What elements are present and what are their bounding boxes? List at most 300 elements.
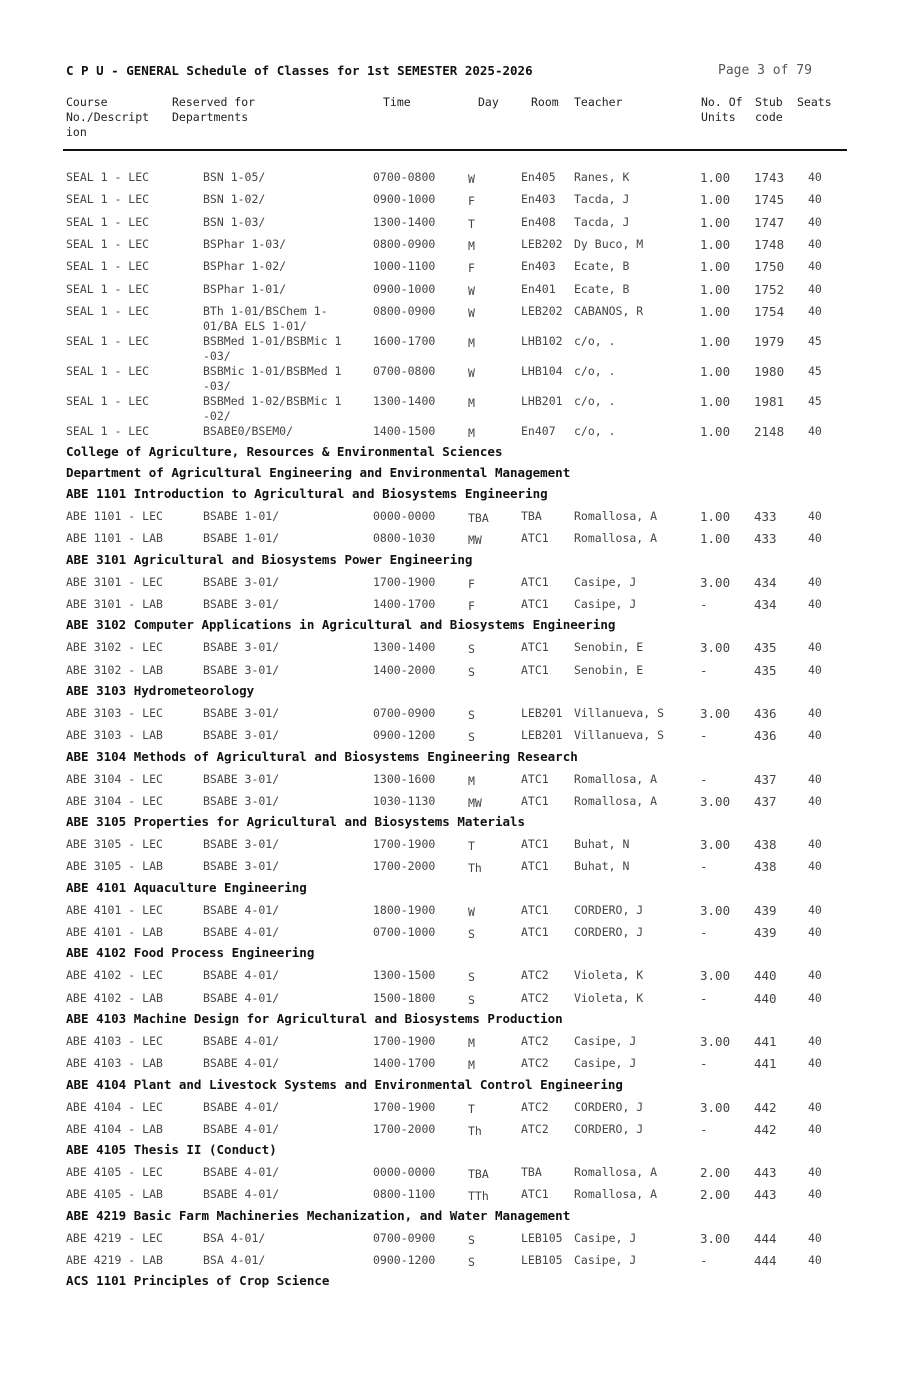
room: En405 [521,170,556,184]
col-header-reserved: Reserved for Departments [172,95,256,124]
seats: 40 [808,662,822,677]
course-code: ABE 4105 - LAB [66,1187,163,1202]
stub-code: 440 [754,990,777,1006]
reserved-departments: BSABE 1-01/ [203,509,280,524]
seats: 40 [808,214,822,229]
teacher: Romallosa, A [574,531,658,546]
class-day: W [468,172,475,186]
class-time: 1700-1900 [373,837,436,852]
class-day: W [468,283,475,298]
teacher: c/o, . [574,423,616,438]
seats: 40 [808,1056,822,1071]
class-time: 0700-0900 [373,1230,436,1245]
course-code: ABE 1101 - LAB [66,531,163,546]
room: LEB105 [521,1253,563,1267]
course-code: ABE 3101 - LAB [66,597,163,611]
units: 1.00 [700,281,731,297]
stub-code: 435 [754,640,777,656]
seats: 40 [808,859,822,874]
class-time: 1400-2000 [373,662,436,677]
units: - [700,597,708,612]
seats: 40 [808,1121,822,1136]
seats: 40 [808,509,822,524]
class-time: 0800-0900 [373,303,436,318]
class-time: 0900-1000 [373,281,436,296]
course-code: ABE 4102 - LEC [66,968,163,983]
stub-code: 440 [754,968,777,984]
stub-code: 2148 [754,423,785,439]
course-code: ABE 4104 - LEC [66,1099,163,1114]
seats: 40 [808,771,822,786]
stub-code: 442 [754,1121,777,1137]
units: 2.00 [700,1165,731,1181]
room: ATC2 [521,1099,549,1114]
reserved-departments: BSABE 4-01/ [203,1165,280,1180]
class-day: S [468,664,475,679]
class-day: T [468,839,475,854]
reserved-departments: BSABE 3-01/ [203,728,280,743]
class-day: TBA [468,511,489,526]
seats: 40 [808,640,822,655]
class-day: W [468,904,475,919]
units: 3.00 [700,574,731,590]
stub-code: 1979 [754,333,785,349]
section-heading: ABE 4219 Basic Farm Machineries Mechanization, and Water Management [66,1207,571,1223]
section-heading: ABE 4103 Machine Design for Agricultural and Biosystems Production [66,1010,563,1026]
course-code: ABE 3103 - LAB [66,728,163,743]
reserved-departments: BSABE 4-01/ [203,990,280,1005]
room: ATC1 [521,1187,549,1202]
units: 1.00 [700,214,731,230]
class-day: T [468,1101,475,1116]
seats: 40 [808,1230,822,1245]
course-code: ABE 4102 - LAB [66,990,163,1005]
class-day: M [468,335,475,350]
col-header-stub: Stub code [755,95,783,124]
seats: 40 [808,281,822,296]
room: ATC1 [521,662,549,677]
room: TBA [521,1165,542,1180]
units: 3.00 [700,705,731,721]
teacher: Romallosa, A [574,1187,658,1202]
room: ATC2 [521,1056,549,1071]
teacher: CORDERO, J [574,1099,644,1114]
class-time: 0700-1000 [373,925,436,939]
stub-code: 438 [754,859,777,875]
teacher: Romallosa, A [574,509,658,524]
class-day: F [468,576,475,591]
section-heading: ABE 3102 Computer Applications in Agricultural and Biosystems Engineering [66,617,616,633]
stub-code: 435 [754,662,777,678]
course-code: ABE 3102 - LAB [66,662,163,677]
class-time: 1300-1500 [373,968,436,983]
reserved-departments: BSABE 3-01/ [203,771,280,786]
course-code: ABE 4105 - LEC [66,1165,163,1180]
class-day: S [468,707,475,722]
page-number: Page 3 of 79 [718,63,812,78]
stub-code: 434 [754,597,777,612]
class-time: 1300-1400 [373,640,436,655]
teacher: Villanueva, S [574,728,665,743]
class-day: MW [468,795,482,810]
units: 3.00 [700,640,731,656]
room: En408 [521,214,556,229]
course-code: SEAL 1 - LEC [66,236,150,251]
class-time: 0800-0900 [373,236,436,251]
units: 1.00 [700,393,731,409]
course-code: ABE 3101 - LEC [66,574,163,589]
class-day: S [468,970,475,985]
units: 1.00 [700,333,731,349]
teacher: Casipe, J [574,1253,637,1267]
teacher: c/o, . [574,333,616,348]
teacher: Romallosa, A [574,793,658,808]
class-time: 1300-1400 [373,393,436,408]
section-heading: ABE 3104 Methods of Agricultural and Biosystems Engineering Research [66,748,578,764]
units: - [700,1121,708,1137]
class-day: F [468,599,475,613]
class-time: 1400-1700 [373,1056,436,1071]
reserved-departments: BSPhar 1-03/ [203,236,287,251]
stub-code: 433 [754,509,777,525]
class-time: 0800-1100 [373,1187,436,1202]
units: 1.00 [700,531,731,547]
course-code: ABE 4219 - LAB [66,1253,163,1267]
seats: 40 [808,574,822,589]
stub-code: 444 [754,1253,777,1268]
room: ATC1 [521,837,549,852]
seats: 45 [808,393,822,408]
units: 3.00 [700,793,731,809]
units: - [700,662,708,678]
room: ATC2 [521,990,549,1005]
course-code: ABE 3105 - LAB [66,859,163,874]
section-heading: ABE 4105 Thesis II (Conduct) [66,1142,277,1158]
reserved-departments: BSABE 4-01/ [203,1121,280,1136]
stub-code: 1743 [754,170,785,185]
class-time: 1300-1400 [373,214,436,229]
col-header-room: Room [531,95,559,109]
reserved-departments: BSN 1-03/ [203,214,266,229]
room: LHB201 [521,393,563,408]
seats: 40 [808,192,822,207]
seats: 40 [808,303,822,318]
units: - [700,990,708,1006]
reserved-departments: BSBMed 1-02/BSBMic 1 -02/ [203,393,342,423]
seats: 40 [808,170,822,184]
stub-code: 443 [754,1187,777,1203]
units: 1.00 [700,170,731,185]
seats: 40 [808,793,822,808]
units: - [700,1253,708,1268]
class-time: 1800-1900 [373,902,436,917]
reserved-departments: BSABE 4-01/ [203,925,280,939]
seats: 40 [808,837,822,852]
col-header-time: Time [383,95,411,109]
reserved-departments: BSA 4-01/ [203,1253,266,1267]
course-code: SEAL 1 - LEC [66,303,150,318]
units: 3.00 [700,837,731,853]
reserved-departments: BSABE 3-01/ [203,793,280,808]
class-day: T [468,216,475,231]
room: ATC2 [521,1033,549,1048]
reserved-departments: BSN 1-05/ [203,170,266,184]
teacher: Violeta, K [574,968,644,983]
section-heading: ACS 1101 Principles of Crop Science [66,1273,330,1289]
course-code: ABE 3102 - LEC [66,640,163,655]
room: ATC1 [521,793,549,808]
seats: 40 [808,925,822,939]
room: LEB201 [521,728,563,743]
stub-code: 436 [754,705,777,721]
teacher: Casipe, J [574,597,637,611]
room: ATC1 [521,640,549,655]
teacher: Buhat, N [574,859,630,874]
teacher: Buhat, N [574,837,630,852]
room: LEB202 [521,236,563,251]
teacher: CORDERO, J [574,925,644,939]
reserved-departments: BSABE0/BSEM0/ [203,423,294,438]
seats: 40 [808,728,822,743]
reserved-departments: BSN 1-02/ [203,192,266,207]
class-day: M [468,425,475,440]
teacher: Villanueva, S [574,705,665,720]
room: LHB104 [521,363,563,378]
room: En403 [521,192,556,207]
course-code: ABE 3103 - LEC [66,705,163,720]
teacher: CABANOS, R [574,303,644,318]
section-heading: ABE 4102 Food Process Engineering [66,945,315,961]
class-day: F [468,194,475,209]
seats: 40 [808,531,822,546]
teacher: c/o, . [574,363,616,378]
course-code: SEAL 1 - LEC [66,170,150,184]
stub-code: 436 [754,728,777,744]
class-time: 0700-0800 [373,363,436,378]
section-heading: ABE 4101 Aquaculture Engineering [66,879,307,895]
units: - [700,1056,708,1072]
room: ATC1 [521,859,549,874]
stub-code: 444 [754,1230,777,1246]
seats: 40 [808,968,822,983]
reserved-departments: BSBMic 1-01/BSBMed 1 -03/ [203,363,342,393]
class-day: TTh [468,1189,489,1204]
seats: 40 [808,1033,822,1048]
course-code: SEAL 1 - LEC [66,192,150,207]
stub-code: 437 [754,771,777,787]
class-time: 1400-1700 [373,597,436,611]
stub-code: 1747 [754,214,785,230]
teacher: CORDERO, J [574,1121,644,1136]
course-code: ABE 4219 - LEC [66,1230,163,1245]
reserved-departments: BSA 4-01/ [203,1230,266,1245]
stub-code: 437 [754,793,777,809]
course-code: SEAL 1 - LEC [66,259,150,274]
reserved-departments: BSABE 4-01/ [203,902,280,917]
course-code: SEAL 1 - LEC [66,423,150,438]
course-code: ABE 1101 - LEC [66,509,163,524]
class-day: S [468,730,475,745]
units: 1.00 [700,192,731,208]
reserved-departments: BSABE 3-01/ [203,705,280,720]
reserved-departments: BSABE 3-01/ [203,574,280,589]
class-time: 1030-1130 [373,793,436,808]
class-day: F [468,261,475,276]
stub-code: 439 [754,925,777,940]
course-code: ABE 3104 - LEC [66,793,163,808]
class-day: Th [468,1123,482,1138]
units: 2.00 [700,1187,731,1203]
room: LHB102 [521,333,563,348]
units: 3.00 [700,1099,731,1115]
units: 1.00 [700,363,731,379]
class-time: 1000-1100 [373,259,436,274]
teacher: CORDERO, J [574,902,644,917]
room: ATC1 [521,574,549,589]
section-heading: ABE 1101 Introduction to Agricultural and Biosystems Engineering [66,486,548,502]
col-header-seats: Seats [797,95,832,109]
stub-code: 1745 [754,192,785,208]
class-time: 0700-0900 [373,705,436,720]
reserved-departments: BSABE 4-01/ [203,1056,280,1071]
units: 1.00 [700,259,731,275]
teacher: c/o, . [574,393,616,408]
class-time: 1400-1500 [373,423,436,438]
teacher: Casipe, J [574,1056,637,1071]
teacher: Tacda, J [574,214,630,229]
room: ATC1 [521,925,549,939]
room: En403 [521,259,556,274]
teacher: Casipe, J [574,1230,637,1245]
class-day: S [468,927,475,941]
class-day: M [468,238,475,253]
stub-code: 1752 [754,281,785,297]
room: ATC1 [521,531,549,546]
stub-code: 1748 [754,236,785,252]
room: TBA [521,509,542,524]
seats: 40 [808,705,822,720]
reserved-departments: BSPhar 1-01/ [203,281,287,296]
reserved-departments: BSABE 3-01/ [203,662,280,677]
reserved-departments: BSABE 4-01/ [203,1033,280,1048]
teacher: Romallosa, A [574,771,658,786]
room: En401 [521,281,556,296]
seats: 40 [808,1099,822,1114]
class-time: 1700-2000 [373,1121,436,1136]
class-day: MW [468,533,482,548]
class-day: TBA [468,1167,489,1182]
course-code: ABE 3105 - LEC [66,837,163,852]
units: 1.00 [700,303,731,319]
room: LEB202 [521,303,563,318]
class-time: 0800-1030 [373,531,436,546]
course-code: SEAL 1 - LEC [66,363,150,378]
course-code: ABE 4101 - LAB [66,925,163,939]
reserved-departments: BSABE 1-01/ [203,531,280,546]
class-day: M [468,1035,475,1050]
seats: 40 [808,236,822,251]
room: ATC2 [521,968,549,983]
units: - [700,771,708,787]
teacher: Violeta, K [574,990,644,1005]
room: ATC1 [521,902,549,917]
teacher: Romallosa, A [574,1165,658,1180]
document-title: C P U - GENERAL Schedule of Classes for 1st SEMESTER 2025-2026 [66,63,533,78]
units: 1.00 [700,236,731,252]
units: - [700,925,708,940]
seats: 40 [808,990,822,1005]
stub-code: 438 [754,837,777,853]
course-code: SEAL 1 - LEC [66,333,150,348]
seats: 40 [808,597,822,611]
class-time: 1500-1800 [373,990,436,1005]
stub-code: 1754 [754,303,785,319]
units: 1.00 [700,423,731,439]
section-heading: Department of Agricultural Engineering and Environmental Management [66,465,571,481]
class-time: 0900-1200 [373,1253,436,1267]
room: ATC1 [521,771,549,786]
stub-code: 441 [754,1056,777,1072]
room: LEB201 [521,705,563,720]
col-header-units: No. Of Units [701,95,743,124]
course-code: SEAL 1 - LEC [66,214,150,229]
class-time: 1300-1600 [373,771,436,786]
stub-code: 433 [754,531,777,547]
class-day: W [468,305,475,320]
stub-code: 1981 [754,393,785,409]
class-day: W [468,365,475,380]
room: En407 [521,423,556,438]
col-header-day: Day [478,95,499,109]
reserved-departments: BTh 1-01/BSChem 1- 01/BA ELS 1-01/ [203,303,328,333]
reserved-departments: BSABE 3-01/ [203,859,280,874]
class-time: 1700-1900 [373,1099,436,1114]
section-heading: ABE 4104 Plant and Livestock Systems and Environmental Control Engineering [66,1076,623,1092]
class-day: Th [468,861,482,876]
course-code: ABE 3104 - LEC [66,771,163,786]
stub-code: 442 [754,1099,777,1115]
reserved-departments: BSABE 3-01/ [203,837,280,852]
class-time: 1700-1900 [373,574,436,589]
stub-code: 1980 [754,363,785,379]
teacher: Tacda, J [574,192,630,207]
units: 3.00 [700,1033,731,1049]
room: ATC1 [521,597,549,611]
course-code: SEAL 1 - LEC [66,281,150,296]
header-divider [63,149,847,151]
units: 1.00 [700,509,731,525]
course-code: ABE 4101 - LEC [66,902,163,917]
seats: 40 [808,423,822,438]
course-code: SEAL 1 - LEC [66,393,150,408]
course-code: ABE 4104 - LAB [66,1121,163,1136]
class-time: 0900-1000 [373,192,436,207]
units: 3.00 [700,968,731,984]
seats: 45 [808,333,822,348]
section-heading: ABE 3101 Agricultural and Biosystems Power Engineering [66,551,473,567]
class-day: S [468,1255,475,1269]
stub-code: 441 [754,1033,777,1049]
class-time: 0900-1200 [373,728,436,743]
class-time: 0000-0000 [373,1165,436,1180]
teacher: Ecate, B [574,281,630,296]
reserved-departments: BSBMed 1-01/BSBMic 1 -03/ [203,333,342,363]
teacher: Senobin, E [574,640,644,655]
stub-code: 439 [754,902,777,918]
teacher: Casipe, J [574,1033,637,1048]
seats: 40 [808,1165,822,1180]
col-header-teacher: Teacher [574,95,623,109]
